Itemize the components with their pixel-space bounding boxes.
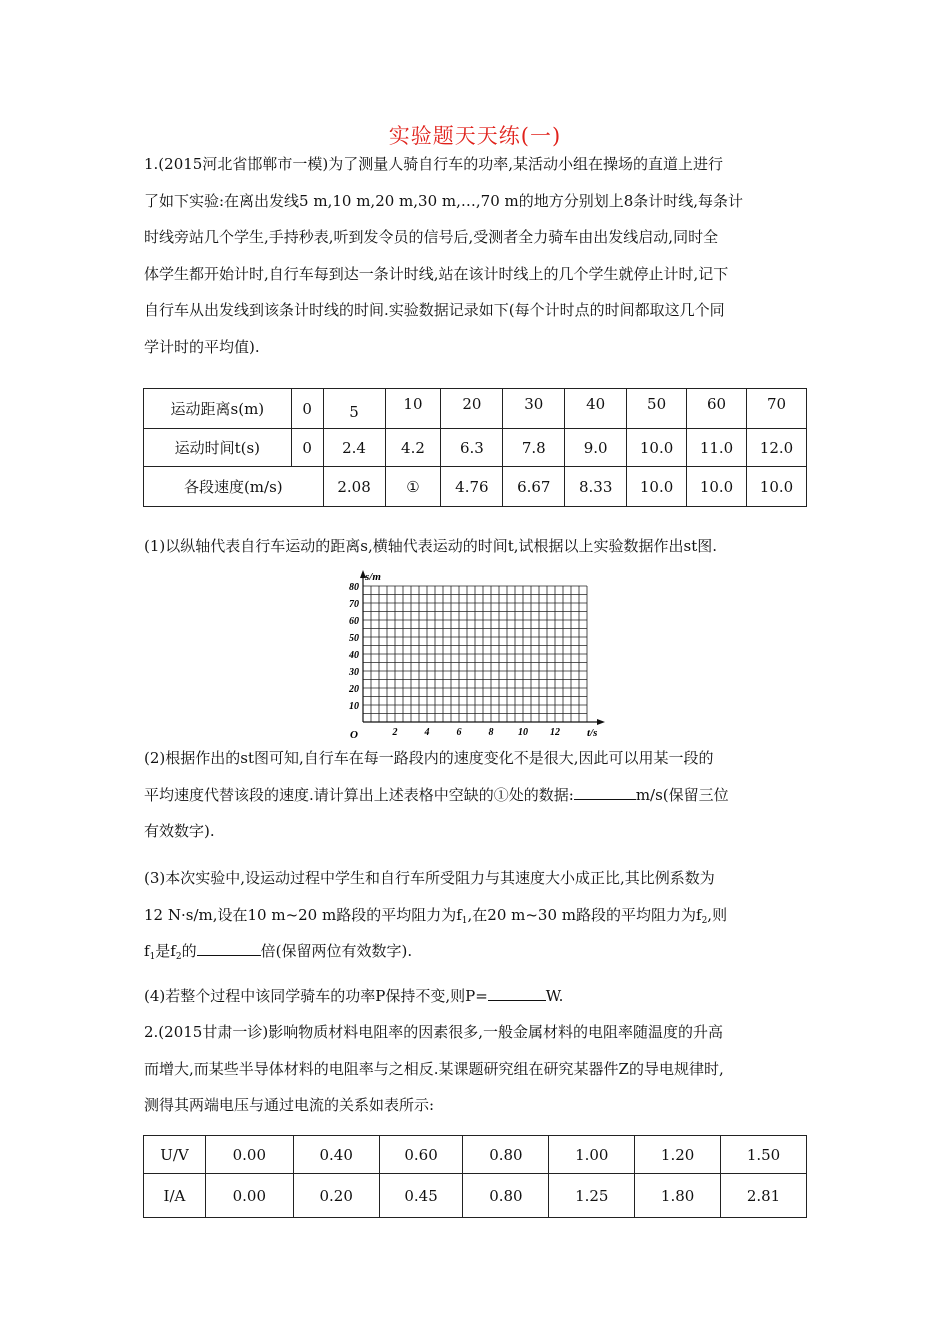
table-cell: 30 [503, 389, 565, 429]
table-row [144, 1136, 807, 1174]
grid-lines [363, 586, 587, 722]
table-row [144, 429, 807, 467]
q1-line: 学计时的平均值). [144, 337, 260, 356]
q2-line: 测得其两端电压与通过电流的关系如表所示: [144, 1096, 435, 1114]
table-cell: 0 [291, 389, 323, 429]
y-tick-label: 50 [349, 633, 359, 644]
q1-part2-text: 平均速度代替该段的速度.请计算出上述表格中空缺的①处的数据: [144, 785, 574, 804]
st-grid-chart [335, 566, 605, 744]
q1-part3-text: ,则 [707, 905, 728, 924]
y-tick-label: 20 [349, 684, 359, 695]
table-cell: 70 [746, 389, 806, 429]
table-cell: 0.80 [463, 1174, 549, 1218]
table-cell: 6.3 [441, 429, 503, 467]
table-row [144, 467, 807, 507]
table-cell: 40 [565, 389, 627, 429]
table-cell: 9.0 [565, 429, 627, 467]
q1-part3-line: (3)本次实验中,设运动过程中学生和自行车所受阻力与其速度大小成正比,其比例系数为 [144, 869, 715, 887]
x-tick-label: 2 [392, 727, 398, 738]
q1-line: 体学生都开始计时,自行车每到达一条计时线,站在该计时线上的几个学生就停止计时,记下 [144, 264, 729, 283]
table-cell: 0.20 [293, 1174, 379, 1218]
table-cell: 10.0 [687, 467, 747, 507]
q1-line: 了如下实验:在离出发线5 m,10 m,20 m,30 m,…,70 m的地方分别划上8条计时线,每条计 [144, 191, 744, 210]
q1-intro [144, 146, 808, 365]
q1-part3-text: 倍(保留两位有效数字). [260, 942, 413, 960]
q1-part4-unit: W. [545, 987, 564, 1005]
table-cell: 0.40 [293, 1136, 379, 1174]
x-tick-label: 6 [456, 727, 462, 738]
table-cell: 8.33 [565, 467, 627, 507]
table-cell: 1.25 [549, 1174, 635, 1218]
table-cell: 50 [627, 389, 687, 429]
answer-blank-1[interactable] [574, 781, 636, 800]
table-cell: 5 [323, 389, 385, 429]
subscript: 2 [701, 915, 708, 926]
table-cell: 0.60 [379, 1136, 463, 1174]
table-cell: 2.4 [323, 429, 385, 467]
table-cell: 4.76 [441, 467, 503, 507]
origin-label: O [350, 729, 358, 741]
row-label: U/V [144, 1136, 206, 1174]
row-label: 各段速度(m/s) [144, 467, 324, 507]
x-axis-label: t/s [587, 727, 598, 739]
axes [360, 570, 605, 725]
x-tick-label: 4 [424, 727, 430, 738]
q1-part3-line [144, 933, 808, 970]
table-cell: 10 [385, 389, 441, 429]
table-cell: 0.45 [379, 1174, 463, 1218]
row-label: I/A [144, 1174, 206, 1218]
table-cell: 1.20 [635, 1136, 721, 1174]
q2-intro [144, 1014, 808, 1124]
q1-part4-text: (4)若整个过程中该同学骑车的功率P保持不变,则P= [144, 987, 488, 1005]
q1-part1 [144, 528, 808, 565]
table-cell: 6.67 [503, 467, 565, 507]
table-cell: 7.8 [503, 429, 565, 467]
y-axis-label: s/m [365, 571, 381, 583]
x-tick-label: 8 [488, 727, 494, 738]
table-cell: 1.80 [635, 1174, 721, 1218]
y-tick-label: 30 [349, 667, 359, 678]
x-tick-label: 10 [518, 727, 528, 738]
table-cell: 11.0 [687, 429, 747, 467]
q1-line: 时线旁站几个学生,手持秒表,听到发令员的信号后,受测者全力骑车由出发线启动,同时全 [144, 228, 719, 246]
q1-part4-line [144, 978, 808, 1015]
row-label: 运动距离s(m) [144, 389, 292, 429]
q2-line: 而增大,而某些半导体材料的电阻率与之相反.某课题研究组在研究某器件Z的导电规律时, [144, 1059, 724, 1078]
q1-part2-unit: m/s(保留三位 [635, 785, 729, 804]
q2-line: 2.(2015甘肃一诊)影响物质材料电阻率的因素很多,一般金属材料的电阻率随温度的升高 [144, 1023, 723, 1041]
table-cell: 0 [291, 429, 323, 467]
q1-part2-line [144, 777, 808, 814]
q1-part3-text: f [144, 942, 150, 960]
q1-part2-line: 有效数字). [144, 822, 215, 840]
q1-line: 自行车从出发线到该条计时线的时间.实验数据记录如下(每个计时点的时间都取这几个同 [144, 301, 725, 319]
table-cell: 1.50 [721, 1136, 807, 1174]
y-tick-label: 80 [349, 582, 359, 593]
table-cell: ① [385, 467, 441, 507]
subscript: 2 [175, 952, 182, 962]
table-cell: 0.80 [463, 1136, 549, 1174]
q1-part3-text: 是f [155, 942, 176, 960]
q1-line: 1.(2015河北省邯郸市一模)为了测量人骑自行车的功率,某活动小组在操场的直道上进行 [144, 155, 723, 173]
table-cell: 0.00 [205, 1174, 293, 1218]
table-cell: 2.81 [721, 1174, 807, 1218]
y-tick-label: 40 [349, 650, 359, 661]
answer-blank-3[interactable] [488, 982, 546, 1001]
q1-part3-text: 的 [181, 942, 197, 960]
page-title: 实验题天天练(一) [388, 124, 562, 148]
subscript: 1 [461, 915, 468, 926]
table-cell: 10.0 [627, 429, 687, 467]
y-tick-label: 10 [349, 701, 359, 712]
q1-part3 [144, 860, 808, 970]
table-cell: 10.0 [627, 467, 687, 507]
table-cell: 1.00 [549, 1136, 635, 1174]
row-label: 运动时间t(s) [144, 429, 292, 467]
q1-part2 [144, 740, 808, 850]
table-cell: 4.2 [385, 429, 441, 467]
y-tick-label: 60 [349, 616, 359, 627]
q1-part3-line [144, 897, 808, 934]
table-row [144, 1174, 807, 1218]
tick-labels [348, 582, 560, 738]
answer-blank-2[interactable] [197, 937, 261, 956]
q1-part4 [144, 978, 808, 1015]
table-cell: 10.0 [746, 467, 806, 507]
q1-part3-text: ,在20 m~30 m路段的平均阻力为f [467, 905, 702, 924]
table-row [144, 389, 807, 429]
table-cell: 20 [441, 389, 503, 429]
x-tick-label: 12 [550, 727, 560, 738]
table-cell: 2.08 [323, 467, 385, 507]
table-cell: 0.00 [205, 1136, 293, 1174]
table-cell: 60 [687, 389, 747, 429]
distance-time-table [143, 388, 807, 507]
subscript: 1 [149, 952, 156, 962]
table-cell: 12.0 [746, 429, 806, 467]
q1-part2-line: (2)根据作出的st图可知,自行车在每一路段内的速度变化不是很大,因此可以用某一段的 [144, 749, 714, 767]
q1-part3-text: 12 N·s/m,设在10 m~20 m路段的平均阻力为f [144, 905, 462, 924]
q1-part1-text: (1)以纵轴代表自行车运动的距离s,横轴代表运动的时间t,试根据以上实验数据作出st图. [144, 537, 718, 555]
voltage-current-table [143, 1135, 807, 1218]
x-axis-arrow [597, 719, 605, 725]
y-tick-label: 70 [349, 599, 359, 610]
